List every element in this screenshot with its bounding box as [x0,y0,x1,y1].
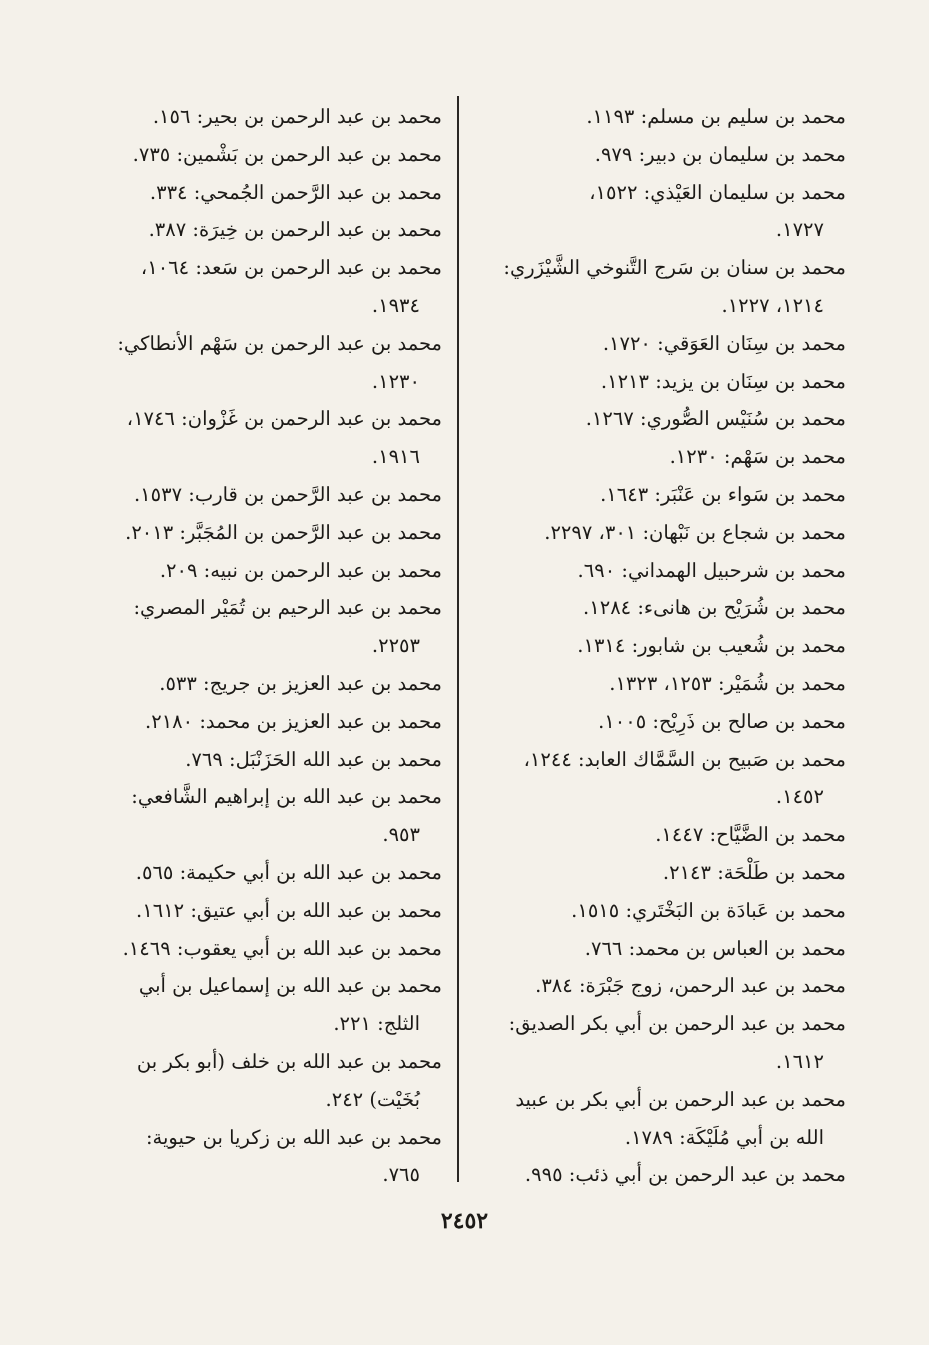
entry-text: محمد بن عبد الله بن أبي حكيمة: ٥٦٥. [135,860,442,884]
entry-text: محمد بن عبد الله بن إبراهيم الشَّافعي: [131,785,442,809]
entry-text: محمد بن شُمَيْر: ١٢٥٣، ١٣٢٣. [609,671,846,695]
right-column [470,98,846,1194]
entry-text: محمد بن عبد الرحمن بن أبي بكر الصديق: [508,1012,846,1036]
index-entry [470,136,846,174]
entry-text: محمد بن طَلْحَة: ٢١٤٣. [662,860,846,884]
index-entry [470,665,846,703]
page-number: ٢٤٥٢ [440,1208,489,1234]
index-entry [470,1156,846,1194]
entry-continuation: الثلج: ٢٢١. [333,1012,420,1036]
entry-text: محمد بن عبد الرحمن، زوج جَبْرَة: ٣٨٤. [535,974,846,998]
entry-text: محمد بن شُعيب بن شابور: ١٣١٤. [577,634,846,658]
index-entry [470,325,846,363]
entry-text: محمد بن شرحبيل الهمداني: ٦٩٠. [577,558,846,582]
index-entry [470,552,846,590]
entry-text: محمد بن سَهْم: ١٢٣٠. [669,445,846,469]
entry-text: محمد بن عَبادَة بن البَخْتَري: ١٥١٥. [571,898,846,922]
index-entry [470,816,846,854]
entry-text: محمد بن عبد الرحمن بن نبيه: ٢٠٩. [159,558,442,582]
entry-text: محمد بن عبد الله بن أبي يعقوب: ١٤٦٩. [122,936,442,960]
entry-continuation: ١٢٣٠. [371,369,420,393]
entry-text: محمد بن صَبيح بن السَّمَّاك العابد: ١٢٤٤، [523,747,846,771]
entry-text: محمد بن عبد العزيز بن محمد: ٢١٨٠. [145,709,442,733]
index-entry [470,249,846,325]
index-entry [66,174,442,212]
index-entry [470,1005,846,1081]
index-entry [66,1043,442,1119]
index-entry [470,589,846,627]
entry-continuation: ١٤٥٢. [775,785,824,809]
index-entry [470,930,846,968]
entry-text: محمد بن عبد الرحمن بن خِيرَة: ٣٨٧. [148,218,442,242]
entry-text: محمد بن عبد الرحمن بن سَعد: ١٠٦٤، [140,256,442,280]
entry-continuation: ٩٥٣. [382,823,420,847]
index-entry [66,211,442,249]
entry-text: محمد بن شجاع بن نَبْهان: ٣٠١، ٢٢٩٧. [544,520,846,544]
index-entry [66,400,442,476]
entry-continuation: ٢٢٥٣. [371,634,420,658]
entry-text: محمد بن سِنَان بن يزيد: ١٢١٣. [600,369,846,393]
entry-text: محمد بن سِنَان العَوَقي: ١٧٢٠. [602,331,846,355]
entry-continuation: ١٩١٦. [371,445,420,469]
index-entry [470,514,846,552]
entry-text: محمد بن صالح بن ذَرِيْح: ١٠٠٥. [598,709,846,733]
entry-text: محمد بن عبد الله الحَزَنْبَل: ٧٦٩. [185,747,442,771]
index-entry [66,778,442,854]
entry-continuation: الله بن أبي مُلَيْكَة: ١٧٨٩. [624,1125,824,1149]
index-entry [66,98,442,136]
index-entry [66,476,442,514]
index-entry [470,1081,846,1157]
entry-continuation: ٧٦٥. [382,1163,420,1187]
entry-text: محمد بن سَواء بن عَنْبَر: ١٦٤٣. [600,482,846,506]
entry-text: محمد بن عبد الرحيم بن تُمَيْر المصري: [133,596,442,620]
entry-text: محمد بن سليمان بن دبير: ٩٧٩. [594,142,846,166]
entry-text: محمد بن سليم بن مسلم: ١١٩٣. [586,105,846,128]
index-entry [470,892,846,930]
entry-text: محمد بن سُنَيْس الصُّوري: ١٢٦٧. [585,407,846,431]
entry-text: محمد بن عبد الرحمن بن أبي ذئب: ٩٩٥. [524,1163,846,1187]
entry-text: محمد بن عبد الرحمن بن بحير: ١٥٦. [152,105,442,128]
index-entry [66,854,442,892]
entry-text: محمد بن عبد الرحمن بن أبي بكر بن عبيد [515,1087,846,1111]
entry-text: محمد بن سليمان العَيْذي: ١٥٢٢، [589,180,846,204]
entry-text: محمد بن عبد الرحمن بن بَشْمين: ٧٣٥. [132,142,442,166]
index-entry [66,967,442,1043]
index-entry [470,627,846,665]
index-entry [66,665,442,703]
index-entry [66,930,442,968]
left-column [66,98,442,1194]
index-entry [470,438,846,476]
entry-text: محمد بن عبد العزيز بن جريج: ٥٣٣. [159,671,442,695]
entry-text: محمد بن عبد الله بن إسماعيل بن أبي [138,974,442,998]
index-entry [470,476,846,514]
index-entry [66,249,442,325]
column-divider [457,96,459,1182]
index-entry [66,325,442,401]
index-entry [470,741,846,817]
entry-continuation: ١٦١٢. [775,1049,824,1073]
index-entry [66,741,442,779]
entry-text: محمد بن عبد الرحمن بن غَزْوان: ١٧٤٦، [126,407,442,431]
entry-text: محمد بن عبد الله بن أبي عتيق: ١٦١٢. [136,898,442,922]
entry-text: محمد بن عبد الله بن خلف (أبو بكر بن [136,1049,442,1073]
index-entry [66,892,442,930]
index-entry [470,854,846,892]
entry-continuation: ١٧٢٧. [775,218,824,242]
entry-text: محمد بن العباس بن محمد: ٧٦٦. [584,936,846,960]
index-entry [66,136,442,174]
index-entry [66,514,442,552]
index-entry [470,174,846,250]
entry-text: محمد بن عبد الرَّحمن بن قارب: ١٥٣٧. [133,482,442,506]
index-entry [66,589,442,665]
index-entry [470,98,846,136]
index-entry [66,703,442,741]
entry-text: محمد بن شُرَيْح بن هانىء: ١٢٨٤. [583,596,846,620]
index-entry [470,967,846,1005]
entry-text: محمد بن عبد الرَّحمن الجُمحي: ٣٣٤. [149,180,442,204]
entry-text: محمد بن عبد الرحمن بن سَهْم الأنطاكي: [117,331,442,355]
entry-continuation: ١٢١٤، ١٢٢٧. [721,293,824,317]
entry-text: محمد بن الضَّيَّاح: ١٤٤٧. [655,823,846,847]
index-entry [470,703,846,741]
entry-continuation: ١٩٣٤. [371,293,420,317]
entry-text: محمد بن سنان بن سَرج التَّنوخي الشَّيْزَري: [503,256,846,280]
index-entry [470,363,846,401]
entry-continuation: بُخَيْت) ٢٤٢. [325,1087,420,1111]
entry-text: محمد بن عبد الله بن زكريا بن حيوية: [145,1125,442,1149]
index-entry [470,400,846,438]
entry-text: محمد بن عبد الرَّحمن بن المُجَبَّر: ٢٠١٣. [125,520,442,544]
index-entry [66,552,442,590]
index-entry [66,1119,442,1195]
